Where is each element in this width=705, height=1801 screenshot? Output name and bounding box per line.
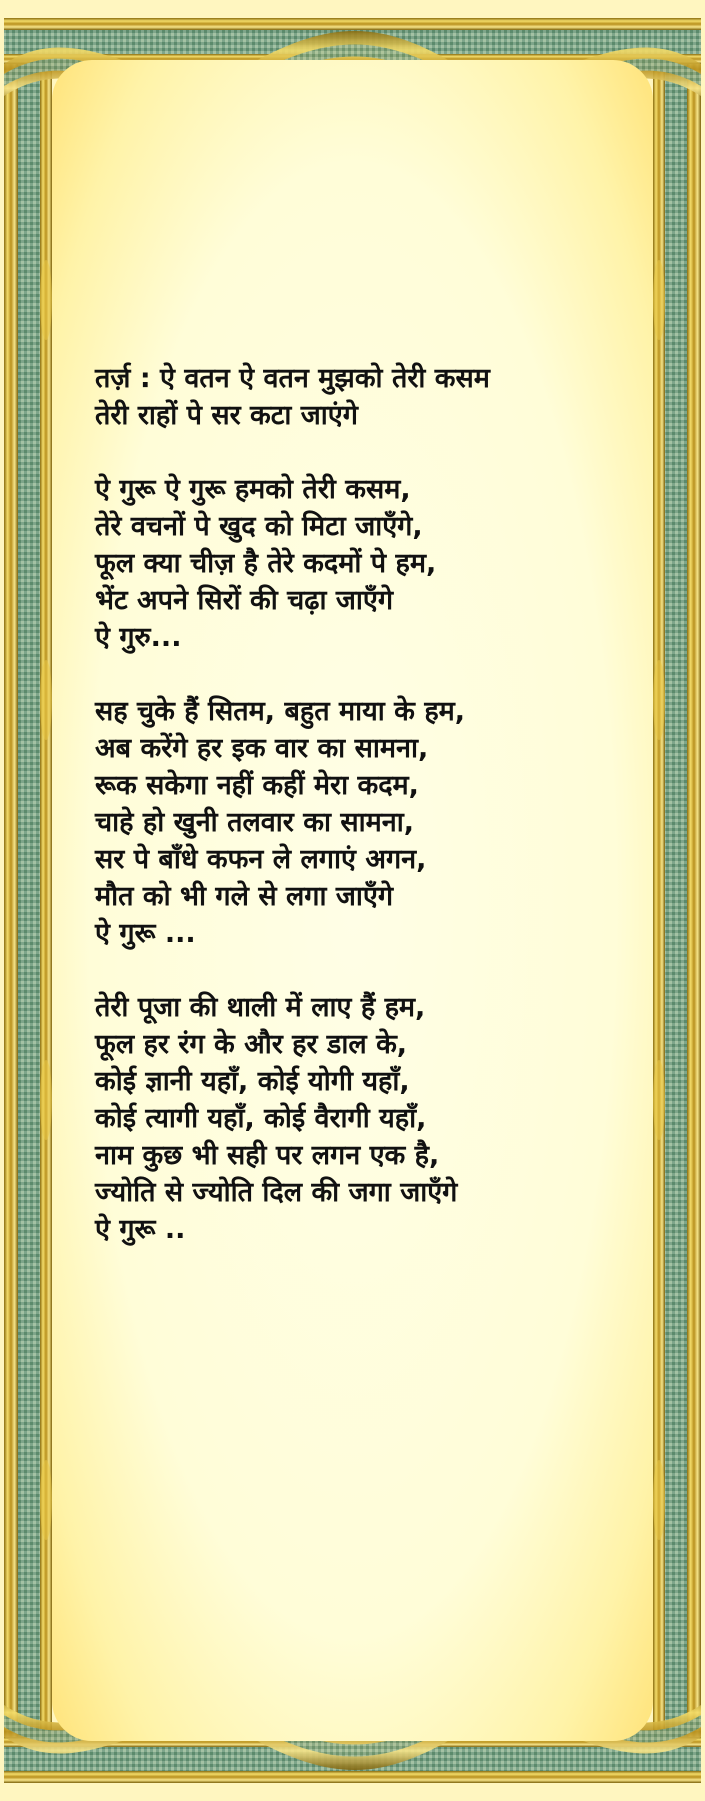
stanza2-line-3: रूक सकेगा नहीं कहीं मेरा कदम, [95, 770, 419, 801]
stanza2-line-2: अब करेंगे हर इक वार का सामना, [95, 733, 429, 764]
poem-text [95, 360, 635, 1248]
stanza2-line-1: सह चुके हैं सितम, बहुत माया के हम, [95, 696, 466, 727]
stanza3-line-1: तेरी पूजा की थाली में लाए हैं हम, [95, 992, 426, 1023]
stanza1-line-2: तेरे वचनों पे खुद को मिटा जाएँगे, [95, 511, 423, 542]
stanza3-line-4: कोई त्यागी यहाँ, कोई वैरागी यहाँ, [95, 1103, 427, 1134]
stanza-gap [95, 952, 635, 989]
stanza1-line-3: फूल क्या चीज़ है तेरे कदमों पे हम, [95, 548, 437, 579]
tune-line-1: तर्ज़ : ऐ वतन ऐ वतन मुझको तेरी कसम [95, 363, 490, 394]
stanza-gap [95, 656, 635, 693]
stanza1-line-4: भेंट अपने सिरों की चढ़ा जाएँगे [95, 585, 394, 616]
stanza3-line-6: ज्योति से ज्योति दिल की जगा जाएँगे [95, 1177, 458, 1208]
stanza3-line-5: नाम कुछ भी सही पर लगन एक है, [95, 1140, 440, 1171]
stanza1-line-1: ऐ गुरू ऐ गुरू हमको तेरी कसम, [95, 474, 411, 505]
stanza2-line-4: चाहे हो खुनी तलवार का सामना, [95, 807, 414, 838]
stanza3-line-2: फूल हर रंग के और हर डाल के, [95, 1029, 408, 1060]
tune-line-2: तेरी राहों पे सर कटा जाएंगे [95, 400, 358, 431]
stanza1-line-5: ऐ गुरु... [95, 622, 182, 653]
stanza3-line-3: कोई ज्ञानी यहाँ, कोई योगी यहाँ, [95, 1066, 410, 1097]
stanza2-line-5: सर पे बाँधे कफन ले लगाएं अगन, [95, 844, 427, 875]
stanza2-line-7: ऐ गुरू ... [95, 918, 196, 949]
stanza3-line-7: ऐ गुरू .. [95, 1214, 186, 1245]
stanza2-line-6: मौत को भी गले से लगा जाएँगे [95, 881, 394, 912]
stanza-gap [95, 434, 635, 471]
